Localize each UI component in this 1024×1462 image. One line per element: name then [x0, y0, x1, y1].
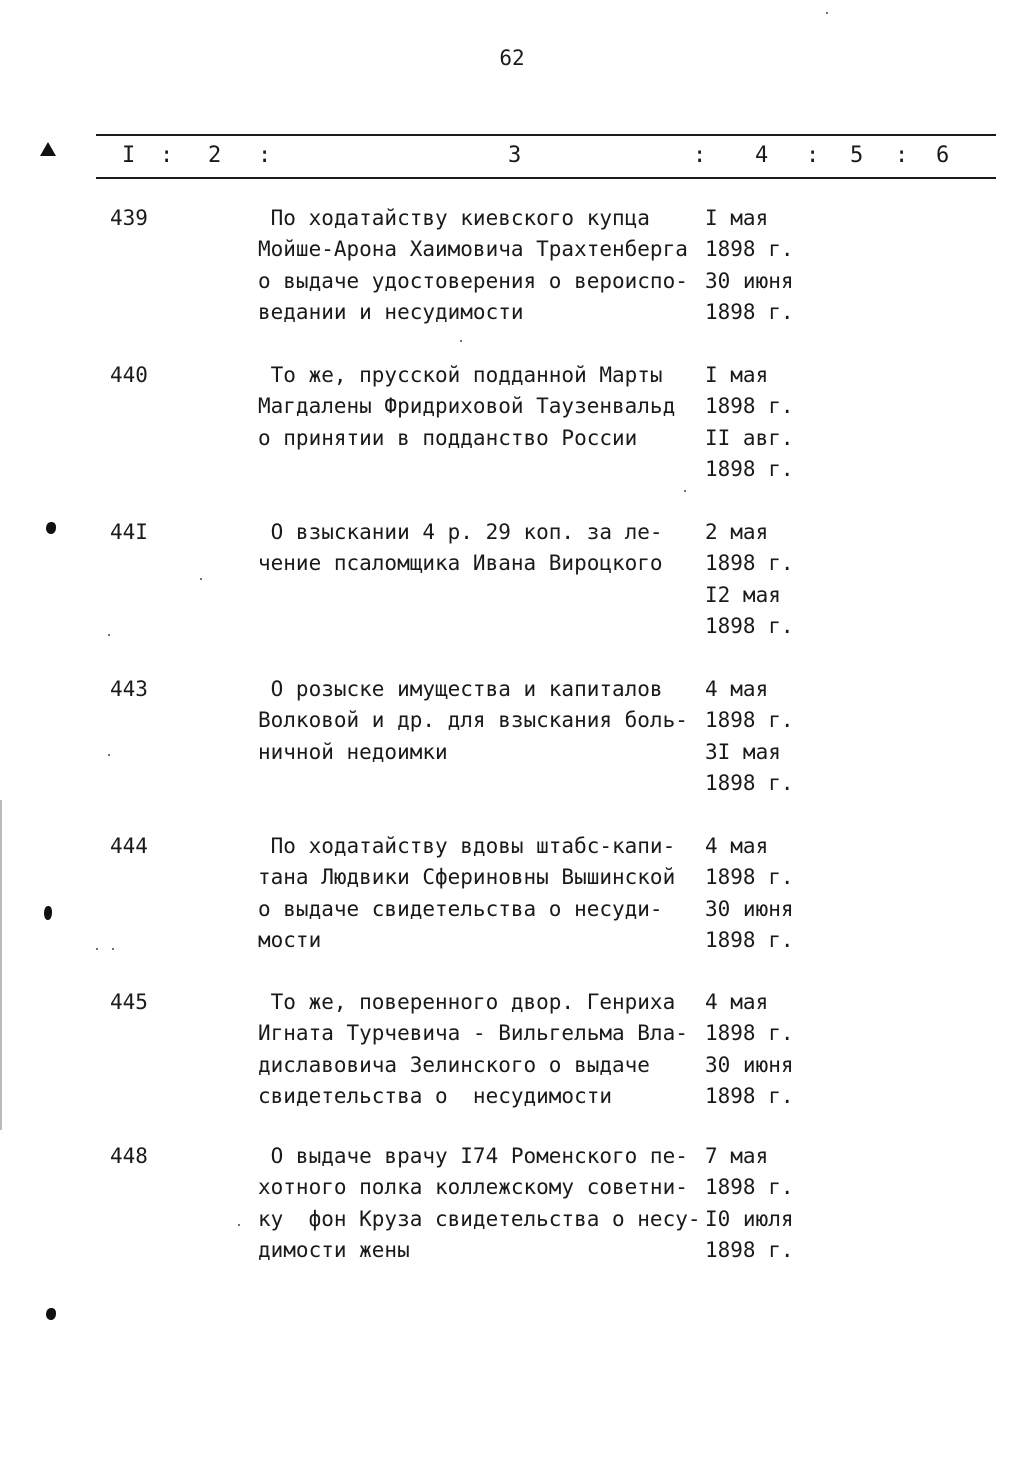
column-separator: :: [693, 143, 707, 168]
scan-speck: [108, 634, 110, 636]
description-line: Волковой и др. для взыскания боль-: [258, 708, 688, 733]
description-line: По ходатайству киевского купца: [258, 206, 650, 230]
entry-dates: [705, 203, 815, 328]
entry-description: [258, 674, 698, 768]
description-line: ничной недоимки: [258, 739, 448, 764]
scan-speck: [826, 12, 828, 14]
description-line: Игната Турчевича - Вильгельма Вла-: [258, 1021, 688, 1046]
description-line: о выдаче свидетельства о несуди-: [258, 896, 663, 921]
entry-dates: [705, 517, 815, 642]
description-line: По ходатайству вдовы штабс-капи-: [258, 834, 676, 858]
date-line: 30 июня: [705, 1052, 794, 1077]
date-line: 30 июня: [705, 896, 794, 921]
description-line: О взыскании 4 р. 29 коп. за ле-: [258, 520, 663, 544]
entry-number: 44I: [110, 520, 148, 544]
date-line: 1898 г.: [705, 1083, 794, 1108]
scan-speck: [112, 948, 114, 950]
scan-speck: [96, 948, 98, 950]
column-header-4: 4: [755, 143, 769, 168]
scan-speck: [108, 754, 110, 756]
description-line: Магдалены Фридриховой Таузенвальд: [258, 394, 676, 419]
description-line: хотного полка коллежскому советни-: [258, 1175, 688, 1200]
entry-number: 444: [110, 834, 148, 858]
description-line: о принятии в подданство России: [258, 425, 638, 450]
date-line: II авг.: [705, 425, 794, 450]
entry-description: [258, 987, 698, 1112]
column-separator: :: [895, 143, 909, 168]
column-separator: :: [258, 143, 272, 168]
entry-description: [258, 203, 698, 328]
margin-dot-mark: [46, 522, 56, 534]
date-line: I2 мая: [705, 582, 781, 607]
column-separator: :: [160, 143, 174, 168]
date-line: 4 мая: [705, 834, 769, 858]
entry-dates: [705, 831, 815, 956]
date-line: 1898 г.: [705, 1021, 794, 1046]
description-line: Мойше-Арона Хаимовича Трахтенберга: [258, 237, 688, 262]
entry-dates: [705, 1141, 815, 1266]
entry-dates: [705, 360, 815, 485]
header-top-rule: [96, 134, 996, 136]
description-line: То же, прусской подданной Марты: [258, 363, 663, 387]
entry-description: [258, 360, 698, 454]
column-header-2: 2: [208, 143, 222, 168]
date-line: 1898 г.: [705, 456, 794, 481]
margin-dot-mark: [46, 1308, 56, 1320]
date-line: 4 мая: [705, 677, 769, 701]
entry-number: 440: [110, 363, 148, 387]
scan-edge-shadow: [0, 800, 2, 1130]
scan-speck: [238, 1224, 240, 1226]
date-line: 1898 г.: [705, 394, 794, 419]
date-line: 7 мая: [705, 1144, 769, 1168]
date-line: 1898 г.: [705, 1175, 794, 1200]
date-line: I0 июля: [705, 1206, 794, 1231]
description-line: То же, поверенного двор. Генриха: [258, 990, 676, 1014]
date-line: 1898 г.: [705, 770, 794, 795]
description-line: чение псаломщика Ивана Вироцкого: [258, 551, 663, 576]
description-line: ведании и несудимости: [258, 299, 524, 324]
entry-number: 439: [110, 206, 148, 230]
description-line: о выдаче удостоверения о вероиспо-: [258, 268, 688, 293]
description-line: О розыске имущества и капиталов: [258, 677, 663, 701]
date-line: 1898 г.: [705, 927, 794, 952]
date-line: 30 июня: [705, 268, 794, 293]
date-line: 1898 г.: [705, 299, 794, 324]
date-line: 2 мая: [705, 520, 769, 544]
column-header-5: 5: [850, 143, 864, 168]
entry-dates: [705, 987, 815, 1112]
date-line: 1898 г.: [705, 613, 794, 638]
entry-number: 445: [110, 990, 148, 1014]
date-line: 1898 г.: [705, 237, 794, 262]
date-line: I мая: [705, 363, 769, 387]
entry-number: 443: [110, 677, 148, 701]
margin-arrow-mark: [40, 142, 56, 156]
description-line: диславовича Зелинского о выдаче: [258, 1052, 650, 1077]
page-number: 62: [499, 46, 525, 70]
date-line: 1898 г.: [705, 1237, 794, 1262]
date-line: 4 мая: [705, 990, 769, 1014]
header-bottom-rule: [96, 177, 996, 179]
scan-speck: [200, 578, 202, 580]
entry-description: [258, 1141, 701, 1266]
entry-dates: [705, 674, 815, 799]
column-header-3: 3: [508, 143, 522, 168]
date-line: I мая: [705, 206, 769, 230]
description-line: О выдаче врачу I74 Роменского пе-: [258, 1144, 688, 1168]
scan-speck: [684, 490, 686, 492]
column-header-1: I: [122, 143, 136, 168]
column-header-row: [0, 143, 1024, 171]
entry-description: [258, 517, 698, 580]
description-line: димости жены: [258, 1237, 410, 1262]
date-line: 1898 г.: [705, 865, 794, 890]
date-line: 3I мая: [705, 739, 781, 764]
date-line: 1898 г.: [705, 551, 794, 576]
entry-description: [258, 831, 698, 956]
margin-dot-mark: [44, 906, 52, 920]
description-line: свидетельства о несудимости: [258, 1083, 613, 1108]
scan-speck: [460, 340, 462, 342]
description-line: ку фон Круза свидетельства о несу-: [258, 1206, 701, 1231]
description-line: мости: [258, 927, 322, 952]
column-header-6: 6: [936, 143, 950, 168]
description-line: тана Людвики Сфериновны Вышинской: [258, 865, 676, 890]
date-line: 1898 г.: [705, 708, 794, 733]
column-separator: :: [806, 143, 820, 168]
entry-number: 448: [110, 1144, 148, 1168]
